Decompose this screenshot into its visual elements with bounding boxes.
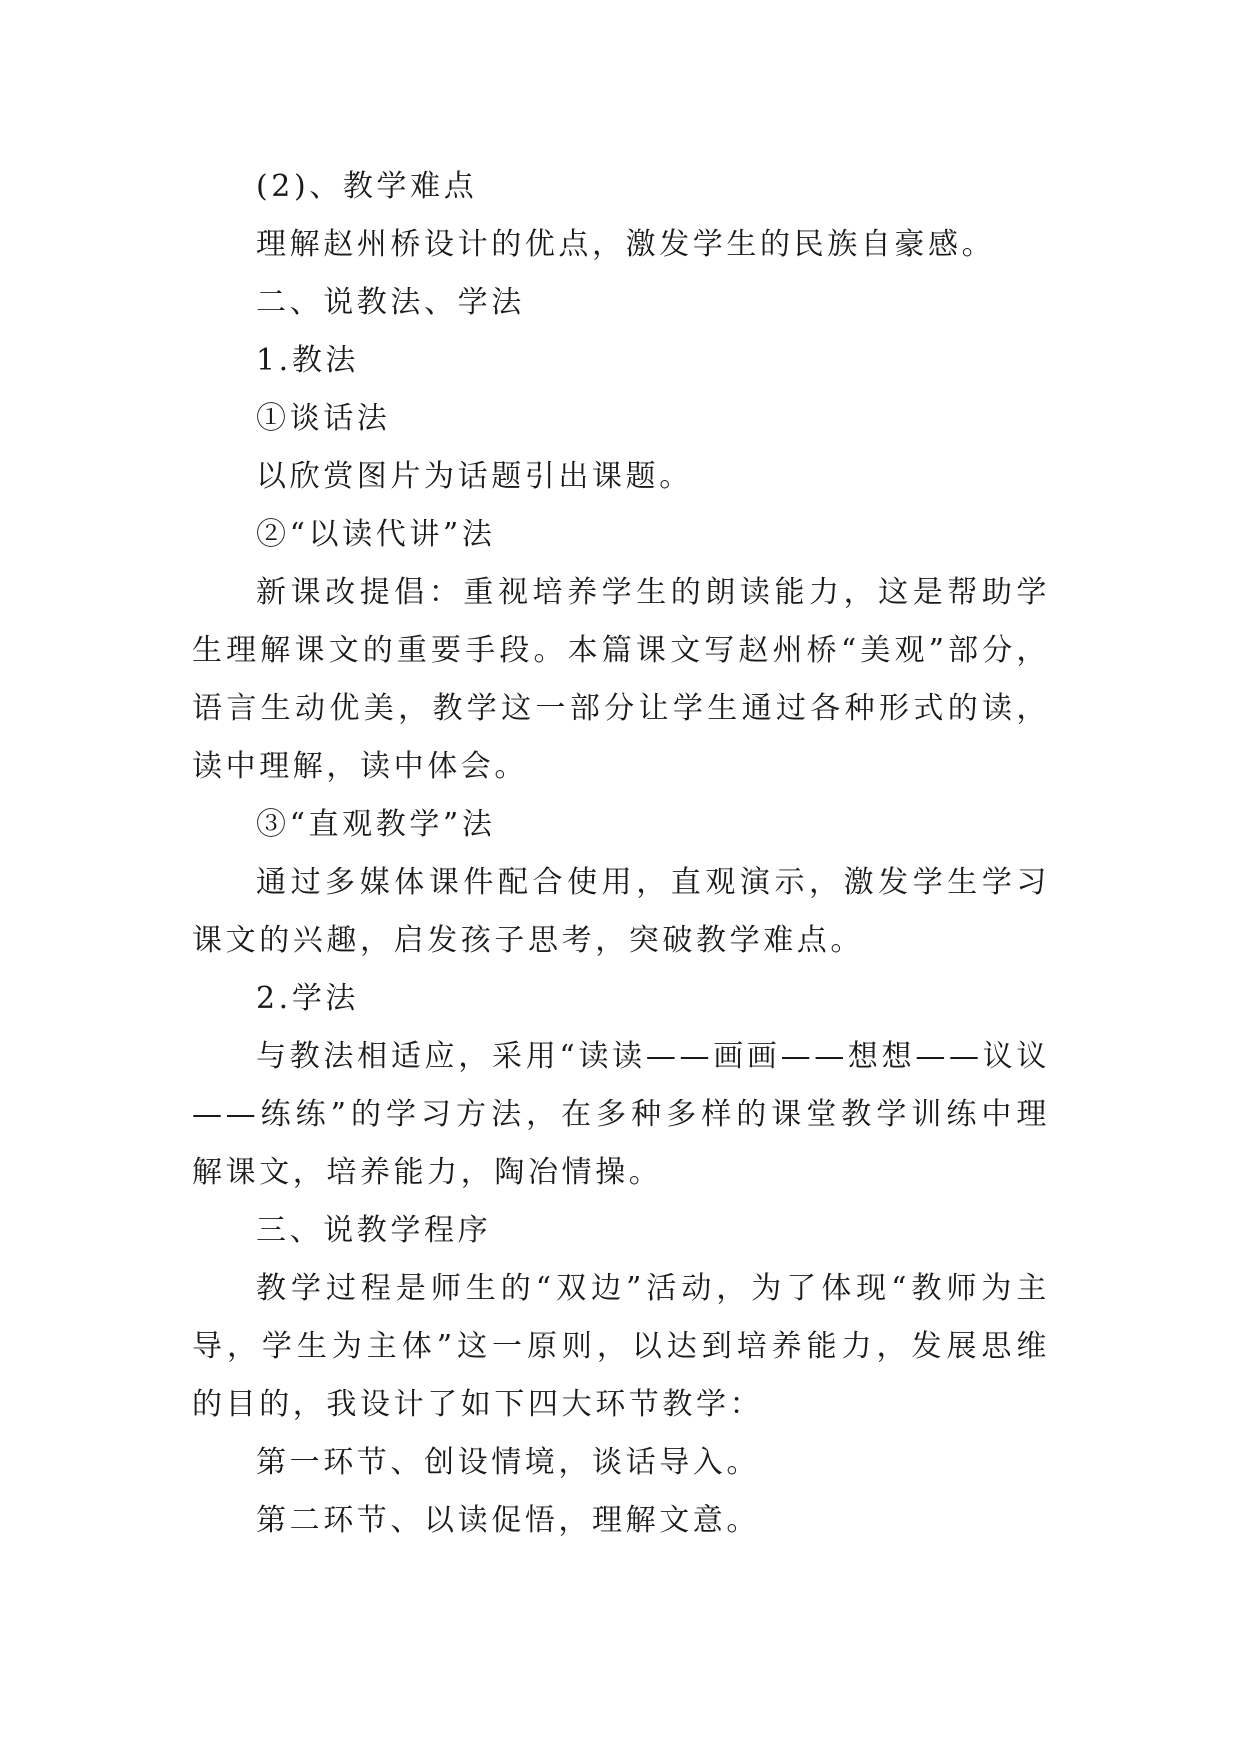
section-heading-methods: 二、说教法、学法: [256, 285, 525, 320]
document-body: [192, 158, 1050, 1550]
subheading-teaching-method: 1.教法: [256, 343, 360, 378]
item-conversation-method: ①谈话法: [256, 401, 391, 436]
paragraph-visual-method: 通过多媒体课件配合使用，直观演示，激发学生学习课文的兴趣，启发孩子思考，突破教学难点。: [192, 865, 1050, 958]
paragraph-difficulty-content: 理解赵州桥设计的优点，激发学生的民族自豪感。: [256, 227, 996, 262]
section-heading-procedure: 三、说教学程序: [256, 1213, 492, 1248]
paragraph-learning-method: 与教法相适应，采用“读读——画画——想想——议议——练练”的学习方法，在多种多样的课堂教学训练中理解课文，培养能力，陶冶情操。: [192, 1039, 1050, 1190]
paragraph-reading-method: 新课改提倡：重视培养学生的朗读能力，这是帮助学生理解课文的重要手段。本篇课文写赵州桥“美观”部分，语言生动优美，教学这一部分让学生通过各种形式的读，读中理解，读中体会。: [192, 575, 1050, 784]
paragraph-conversation-method: 以欣赏图片为话题引出课题。: [256, 459, 693, 494]
paragraph-step-one: 第一环节、创设情境，谈话导入。: [256, 1445, 760, 1480]
item-reading-method: ②“以读代讲”法: [256, 517, 496, 552]
subheading-learning-method: 2.学法: [256, 981, 360, 1016]
subheading-teaching-difficulty: (2)、教学难点: [256, 169, 478, 204]
paragraph-step-two: 第二环节、以读促悟，理解文意。: [256, 1503, 760, 1538]
paragraph-procedure-intro: 教学过程是师生的“双边”活动，为了体现“教师为主导，学生为主体”这一原则，以达到培养能力，发展思维的目的，我设计了如下四大环节教学：: [192, 1271, 1050, 1422]
item-visual-method: ③“直观教学”法: [256, 807, 496, 842]
